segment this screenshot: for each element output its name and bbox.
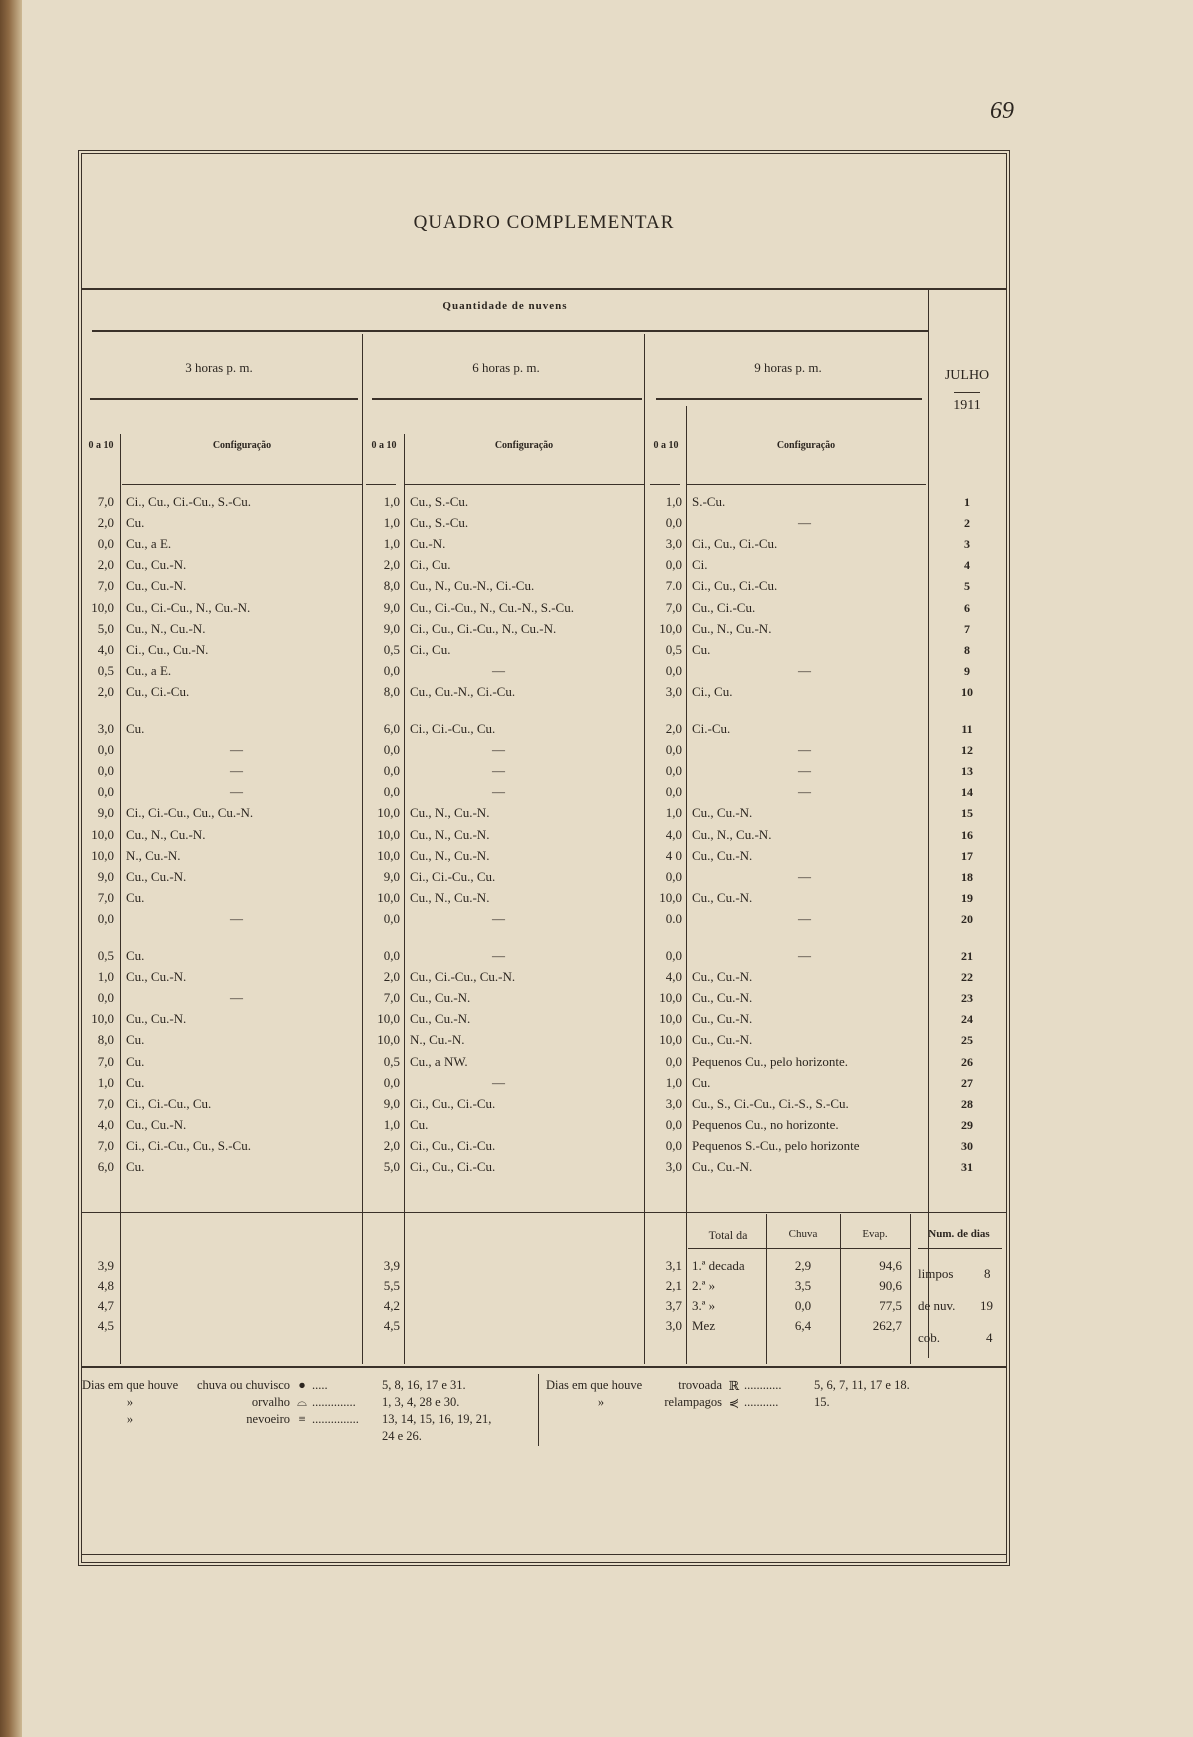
- config-9pm: Cu., Cu.-N.: [692, 969, 753, 985]
- qty-6pm: 1,0: [383, 536, 400, 552]
- day-number: 15: [961, 806, 973, 821]
- legend-label: trovoada: [678, 1378, 722, 1392]
- config-9pm: Cu., Cu.-N.: [692, 847, 753, 863]
- qty-9pm: 3,0: [665, 683, 682, 699]
- qty-6pm: 0,0: [383, 910, 400, 926]
- config-6pm: Ci., Cu., Ci.-Cu.: [410, 1095, 496, 1111]
- qty-6pm: 10,0: [377, 889, 400, 905]
- rain-total: 2,9: [794, 1258, 812, 1273]
- qty-6pm: 1,0: [383, 494, 400, 509]
- qty-3pm: 7,0: [97, 494, 114, 509]
- qty-3pm: 6,0: [97, 1159, 114, 1174]
- qty-3pm: 2,0: [97, 557, 114, 573]
- totals-header-rain: Chuva: [788, 1228, 818, 1240]
- qty-3pm: 0,5: [97, 948, 114, 963]
- qty-9pm: 0,0: [665, 1053, 682, 1069]
- config-3pm: —: [230, 990, 243, 1006]
- qty-6pm: 0,0: [383, 662, 400, 678]
- legend-dots: ...........: [744, 1395, 779, 1409]
- evap-total: 262,7: [872, 1318, 902, 1333]
- config-9pm: Cu., Cu.-N.: [692, 1032, 753, 1048]
- config-9pm: —: [798, 662, 811, 678]
- qty-3pm: 0,0: [97, 990, 114, 1006]
- qty-6pm: 10,0: [377, 1011, 400, 1027]
- config-6pm: —: [492, 763, 505, 779]
- day-number: 12: [961, 743, 973, 758]
- qty-9pm: 4,0: [665, 969, 682, 985]
- day-number: 30: [961, 1138, 973, 1153]
- legend-prefix: »: [126, 1395, 134, 1409]
- qty-6pm: 8,0: [383, 683, 400, 699]
- qty-9pm: 0.0: [665, 910, 682, 926]
- day-number: 28: [961, 1096, 973, 1111]
- avg-6pm: 3,9: [383, 1258, 400, 1273]
- qty-3pm: 0,0: [97, 742, 114, 758]
- qty-9pm: 10,0: [659, 889, 682, 905]
- config-6pm: Ci., Ci.-Cu., Cu.: [410, 868, 496, 884]
- config-3pm: Cu., N., Cu.-N.: [126, 826, 206, 842]
- config-9pm: Cu., Cu.-N.: [692, 1011, 753, 1027]
- day-number: 3: [964, 537, 970, 552]
- totals-header-total: Total da: [708, 1228, 748, 1242]
- config-6pm: Ci., Ci.-Cu., Cu.: [410, 721, 496, 736]
- table-title: QUADRO COMPLEMENTAR: [413, 212, 675, 233]
- book-spine-edge: [0, 0, 22, 1737]
- qty-9pm: 0,0: [665, 868, 682, 884]
- cob-label: cob.: [918, 1330, 941, 1345]
- qty-9pm: 0,0: [665, 784, 682, 800]
- qty-9pm: 1,0: [665, 1074, 682, 1090]
- qty-3pm: 7,0: [97, 889, 114, 905]
- config-6pm: —: [492, 662, 505, 678]
- config-6pm: Ci., Cu., Ci.-Cu.: [410, 1159, 496, 1174]
- col-config-3pm: Configuração: [212, 440, 272, 451]
- config-6pm: Cu., Cu.-N., Ci.-Cu.: [410, 683, 516, 699]
- table-frame: [78, 150, 1010, 1566]
- legend-days: 13, 14, 15, 16, 19, 21,: [382, 1412, 492, 1426]
- config-3pm: Cu., Ci.-Cu., N., Cu.-N.: [126, 599, 251, 615]
- qty-6pm: 1,0: [383, 515, 400, 531]
- avg-3pm: 4,5: [97, 1318, 114, 1333]
- config-6pm: Cu., Cu.-N.: [410, 990, 471, 1006]
- qty-9pm: 1,0: [665, 494, 682, 509]
- config-6pm: Cu., N., Cu.-N.: [410, 889, 490, 905]
- config-6pm: Cu., Ci.-Cu., Cu.-N.: [410, 969, 516, 985]
- qty-6pm: 2,0: [383, 969, 400, 985]
- config-6pm: —: [492, 948, 505, 963]
- config-3pm: Cu.: [126, 515, 145, 531]
- config-6pm: —: [492, 784, 505, 800]
- totals-header-evap: Evap.: [862, 1228, 888, 1240]
- decade-label: 3.ª »: [692, 1298, 716, 1313]
- day-number: 25: [961, 1033, 973, 1048]
- nuv-count: 19: [980, 1298, 993, 1313]
- config-3pm: Ci., Ci.-Cu., Cu., S.-Cu.: [126, 1137, 251, 1153]
- config-9pm: Cu.: [692, 1074, 711, 1090]
- legend-symbol-icon: ⋞: [728, 1396, 740, 1410]
- qty-9pm: 0,0: [665, 742, 682, 758]
- rain-total: 6,4: [794, 1318, 812, 1333]
- qty-6pm: 9,0: [383, 620, 400, 636]
- qty-9pm: 0,0: [665, 1137, 682, 1153]
- config-9pm: —: [798, 910, 811, 926]
- qty-6pm: 10,0: [377, 1032, 400, 1048]
- legend-label: nevoeiro: [246, 1412, 290, 1426]
- qty-9pm: 2,0: [665, 721, 682, 736]
- config-9pm: Cu., Cu.-N.: [692, 990, 753, 1006]
- config-9pm: Ci., Cu., Ci.-Cu.: [692, 578, 778, 594]
- config-6pm: Cu., a NW.: [410, 1053, 468, 1069]
- config-9pm: Ci., Cu., Ci.-Cu.: [692, 536, 778, 552]
- day-number: 16: [961, 827, 973, 842]
- legend-label: chuva ou chuvisco: [196, 1378, 290, 1392]
- config-6pm: —: [492, 1074, 505, 1090]
- config-9pm: Cu., N., Cu.-N.: [692, 826, 772, 842]
- legend-days: 5, 8, 16, 17 e 31.: [382, 1378, 466, 1392]
- avg-6pm: 4,5: [383, 1318, 400, 1333]
- config-3pm: Cu., a E.: [126, 662, 172, 678]
- day-number: 24: [961, 1012, 973, 1027]
- config-6pm: Cu., S.-Cu.: [410, 494, 469, 509]
- qty-3pm: 0,0: [97, 910, 114, 926]
- qty-3pm: 4,0: [97, 1116, 114, 1132]
- qty-9pm: 0,0: [665, 515, 682, 531]
- qty-6pm: 0,0: [383, 742, 400, 758]
- legend-dots: ...............: [312, 1412, 359, 1426]
- qty-6pm: 10,0: [377, 826, 400, 842]
- legend-dots: .....: [312, 1378, 328, 1392]
- qty-6pm: 2,0: [383, 557, 400, 573]
- qty-3pm: 3,0: [97, 721, 114, 736]
- col-config-6pm: Configuração: [494, 440, 554, 451]
- qty-3pm: 9,0: [97, 805, 114, 821]
- config-6pm: Cu.: [410, 1116, 429, 1132]
- config-6pm: Cu.-N.: [410, 536, 446, 552]
- config-9pm: —: [798, 948, 811, 963]
- config-9pm: —: [798, 763, 811, 779]
- legend-symbol-icon: ⌓: [297, 1395, 307, 1409]
- day-number: 19: [961, 890, 973, 905]
- qty-9pm: 0,0: [665, 1116, 682, 1132]
- qty-3pm: 7,0: [97, 1053, 114, 1069]
- qty-9pm: 10,0: [659, 1011, 682, 1027]
- config-3pm: Cu.: [126, 721, 145, 736]
- legend-symbol-icon: ●: [298, 1378, 306, 1392]
- config-9pm: Cu., Ci.-Cu.: [692, 599, 756, 615]
- config-6pm: Cu., N., Cu.-N.: [410, 847, 490, 863]
- day-number: 27: [961, 1075, 973, 1090]
- col-qty-6pm: 0 a 10: [371, 440, 397, 451]
- config-9pm: Cu., Cu.-N.: [692, 889, 753, 905]
- qty-3pm: 5,0: [97, 620, 114, 636]
- avg-3pm: 3,9: [97, 1258, 114, 1273]
- day-number: 8: [964, 642, 970, 657]
- day-number: 6: [964, 600, 970, 615]
- qty-3pm: 8,0: [97, 1032, 114, 1048]
- qty-3pm: 1,0: [97, 1074, 114, 1090]
- limpos-label: limpos: [918, 1266, 954, 1281]
- config-9pm: S.-Cu.: [692, 494, 726, 509]
- avg-6pm: 4,2: [383, 1298, 400, 1313]
- day-number: 22: [961, 970, 973, 985]
- day-number: 7: [964, 621, 970, 636]
- config-3pm: Cu.: [126, 1074, 145, 1090]
- qty-3pm: 4,0: [97, 641, 114, 657]
- qty-6pm: 10,0: [377, 847, 400, 863]
- evap-total: 77,5: [879, 1298, 902, 1313]
- month-label: JULHO: [944, 368, 990, 383]
- config-3pm: —: [230, 910, 243, 926]
- config-3pm: Cu., Cu.-N.: [126, 1011, 187, 1027]
- qty-6pm: 5,0: [383, 1159, 400, 1174]
- legend-dots: ..............: [312, 1395, 356, 1409]
- config-3pm: Cu.: [126, 1053, 145, 1069]
- avg-9pm: 3,0: [665, 1318, 682, 1333]
- avg-6pm: 5,5: [383, 1278, 400, 1293]
- avg-3pm: 4,7: [97, 1298, 114, 1313]
- qty-9pm: 0,0: [665, 557, 682, 573]
- config-3pm: Cu.: [126, 1032, 145, 1048]
- config-3pm: Cu., N., Cu.-N.: [126, 620, 206, 636]
- qty-3pm: 0,0: [97, 763, 114, 779]
- qty-6pm: 0,5: [383, 641, 400, 657]
- config-9pm: —: [798, 868, 811, 884]
- qty-9pm: 3,0: [665, 1159, 682, 1174]
- config-3pm: —: [230, 763, 243, 779]
- qty-3pm: 1,0: [97, 969, 114, 985]
- config-6pm: Ci., Cu.: [410, 557, 451, 573]
- qty-6pm: 8,0: [383, 578, 400, 594]
- qty-6pm: 7,0: [383, 990, 400, 1006]
- config-3pm: —: [230, 742, 243, 758]
- cob-count: 4: [986, 1330, 993, 1345]
- qty-9pm: 7,0: [665, 599, 682, 615]
- config-6pm: Ci., Cu., Ci.-Cu.: [410, 1137, 496, 1153]
- legend-prefix: »: [126, 1412, 134, 1426]
- qty-3pm: 9,0: [97, 868, 114, 884]
- config-6pm: Ci., Cu., Ci.-Cu., N., Cu.-N.: [410, 620, 557, 636]
- year-label: 1911: [953, 398, 981, 413]
- legend-label: orvalho: [251, 1395, 290, 1409]
- config-6pm: Cu., Cu.-N.: [410, 1011, 471, 1027]
- config-3pm: Cu., Cu.-N.: [126, 557, 187, 573]
- avg-9pm: 2,1: [665, 1278, 682, 1293]
- day-number: 31: [961, 1160, 973, 1174]
- qty-3pm: 0,0: [97, 784, 114, 800]
- decade-label: 2.ª »: [692, 1278, 716, 1293]
- qty-6pm: 10,0: [377, 805, 400, 821]
- config-3pm: —: [230, 784, 243, 800]
- qty-6pm: 9,0: [383, 1095, 400, 1111]
- config-3pm: N., Cu.-N.: [126, 847, 181, 863]
- day-number: 4: [964, 558, 970, 573]
- limpos-count: 8: [984, 1266, 991, 1281]
- day-number: 23: [961, 991, 973, 1006]
- config-9pm: Pequenos Cu., pelo horizonte.: [692, 1053, 848, 1069]
- config-9pm: —: [798, 784, 811, 800]
- decade-label: Mez: [692, 1318, 716, 1333]
- qty-6pm: 2,0: [383, 1137, 400, 1153]
- qty-6pm: 0,5: [383, 1053, 400, 1069]
- config-6pm: Cu., N., Cu.-N.: [410, 826, 490, 842]
- qty-6pm: 0,0: [383, 784, 400, 800]
- config-3pm: Cu., Cu.-N.: [126, 969, 187, 985]
- legend-label: relampagos: [664, 1395, 722, 1409]
- day-number: 29: [961, 1117, 973, 1132]
- legend-days: 1, 3, 4, 28 e 30.: [382, 1395, 460, 1409]
- legend-prefix: Dias em que houve: [546, 1378, 643, 1392]
- avg-3pm: 4,8: [97, 1278, 114, 1293]
- config-3pm: Ci., Cu., Ci.-Cu., S.-Cu.: [126, 494, 251, 509]
- avg-9pm: 3,1: [665, 1258, 682, 1273]
- legend-days: 24 e 26.: [382, 1429, 422, 1443]
- qty-6pm: 1,0: [383, 1116, 400, 1132]
- config-9pm: —: [798, 742, 811, 758]
- legend-days: 15.: [814, 1395, 830, 1409]
- day-number: 20: [961, 911, 973, 926]
- legend-dots: ............: [744, 1378, 782, 1392]
- col-qty-9pm: 0 a 10: [653, 440, 679, 451]
- config-6pm: Cu., N., Cu.-N.: [410, 805, 490, 821]
- page-number: 69: [990, 98, 1014, 124]
- nuv-label: de nuv.: [918, 1298, 956, 1313]
- qty-9pm: 4 0: [665, 847, 682, 863]
- legend-symbol-icon: ≡: [298, 1412, 306, 1426]
- qty-9pm: 4,0: [665, 826, 682, 842]
- decade-label: 1.ª decada: [692, 1258, 745, 1273]
- config-9pm: Cu., Cu.-N.: [692, 805, 753, 821]
- day-number: 10: [961, 684, 973, 699]
- config-6pm: N., Cu.-N.: [410, 1032, 465, 1048]
- config-9pm: —: [798, 515, 811, 531]
- legend-symbol-icon: ℝ: [728, 1379, 740, 1393]
- qty-9pm: 10,0: [659, 1032, 682, 1048]
- qty-3pm: 10,0: [91, 1011, 114, 1027]
- config-3pm: Cu., Cu.-N.: [126, 578, 187, 594]
- day-number: 18: [961, 869, 973, 884]
- cloud-quantity-header: Quantidade de nuvens: [442, 300, 568, 312]
- config-6pm: Cu., Ci.-Cu., N., Cu.-N., S.-Cu.: [410, 599, 574, 615]
- legend-prefix: Dias em que houve: [82, 1378, 179, 1392]
- day-number: 14: [961, 785, 973, 800]
- config-3pm: Cu., a E.: [126, 536, 172, 552]
- qty-6pm: 6,0: [383, 721, 400, 736]
- config-9pm: Pequenos Cu., no horizonte.: [692, 1116, 839, 1132]
- config-9pm: Cu.: [692, 641, 711, 657]
- day-number: 1: [964, 495, 970, 509]
- config-9pm: Pequenos S.-Cu., pelo horizonte: [692, 1137, 860, 1153]
- config-6pm: Cu., N., Cu.-N., Ci.-Cu.: [410, 578, 535, 594]
- day-number: 2: [964, 516, 970, 531]
- qty-3pm: 2,0: [97, 683, 114, 699]
- qty-6pm: 0,0: [383, 948, 400, 963]
- config-9pm: Ci., Cu.: [692, 683, 733, 699]
- config-6pm: Cu., S.-Cu.: [410, 515, 469, 531]
- qty-9pm: 3,0: [665, 536, 682, 552]
- day-number: 17: [961, 848, 973, 863]
- qty-9pm: 7.0: [665, 578, 682, 594]
- legend-prefix: »: [597, 1395, 605, 1409]
- config-3pm: Cu.: [126, 889, 145, 905]
- evap-total: 94,6: [879, 1258, 902, 1273]
- day-number: 13: [961, 764, 973, 779]
- qty-3pm: 2,0: [97, 515, 114, 531]
- qty-6pm: 9,0: [383, 599, 400, 615]
- config-6pm: —: [492, 742, 505, 758]
- legend-days: 5, 6, 7, 11, 17 e 18.: [814, 1378, 910, 1392]
- qty-3pm: 10,0: [91, 599, 114, 615]
- qty-9pm: 10,0: [659, 620, 682, 636]
- period-6pm: 6 horas p. m.: [472, 360, 540, 375]
- config-3pm: Ci., Ci.-Cu., Cu.: [126, 1095, 212, 1111]
- evap-total: 90,6: [879, 1278, 902, 1293]
- config-3pm: Ci., Ci.-Cu., Cu., Cu.-N.: [126, 805, 254, 821]
- config-3pm: Ci., Cu., Cu.-N.: [126, 641, 209, 657]
- config-9pm: Ci.-Cu.: [692, 721, 731, 736]
- qty-9pm: 1,0: [665, 805, 682, 821]
- day-number: 11: [961, 722, 973, 736]
- config-6pm: Ci., Cu.: [410, 641, 451, 657]
- rain-total: 0,0: [794, 1298, 812, 1313]
- qty-9pm: 3,0: [665, 1095, 682, 1111]
- qty-6pm: 0,0: [383, 1074, 400, 1090]
- qty-9pm: 10,0: [659, 990, 682, 1006]
- rain-total: 3,5: [794, 1278, 812, 1293]
- config-3pm: Cu., Cu.-N.: [126, 868, 187, 884]
- config-9pm: Ci.: [692, 557, 708, 573]
- config-9pm: Cu., Cu.-N.: [692, 1159, 753, 1174]
- config-9pm: Cu., N., Cu.-N.: [692, 620, 772, 636]
- qty-3pm: 0,0: [97, 536, 114, 552]
- qty-3pm: 10,0: [91, 826, 114, 842]
- day-counts-header: Num. de dias: [928, 1228, 990, 1240]
- day-number: 5: [964, 579, 970, 594]
- config-3pm: Cu.: [126, 1159, 145, 1174]
- avg-9pm: 3,7: [665, 1298, 682, 1313]
- config-9pm: Cu., S., Ci.-Cu., Ci.-S., S.-Cu.: [692, 1095, 849, 1111]
- qty-9pm: 0,5: [665, 641, 682, 657]
- col-qty-3pm: 0 a 10: [88, 440, 114, 451]
- config-3pm: Cu., Ci.-Cu.: [126, 683, 190, 699]
- day-number: 26: [961, 1054, 973, 1069]
- day-number: 9: [964, 663, 970, 678]
- qty-3pm: 0,5: [97, 662, 114, 678]
- qty-3pm: 7,0: [97, 578, 114, 594]
- qty-9pm: 0,0: [665, 948, 682, 963]
- period-9pm: 9 horas p. m.: [754, 360, 822, 375]
- qty-3pm: 7,0: [97, 1137, 114, 1153]
- day-number: 21: [961, 949, 973, 963]
- col-config-9pm: Configuração: [776, 440, 836, 451]
- qty-6pm: 0,0: [383, 763, 400, 779]
- config-6pm: —: [492, 910, 505, 926]
- config-3pm: Cu., Cu.-N.: [126, 1116, 187, 1132]
- qty-9pm: 0,0: [665, 662, 682, 678]
- qty-3pm: 7,0: [97, 1095, 114, 1111]
- config-3pm: Cu.: [126, 948, 145, 963]
- qty-3pm: 10,0: [91, 847, 114, 863]
- period-3pm: 3 horas p. m.: [185, 360, 253, 375]
- qty-9pm: 0,0: [665, 763, 682, 779]
- qty-6pm: 9,0: [383, 868, 400, 884]
